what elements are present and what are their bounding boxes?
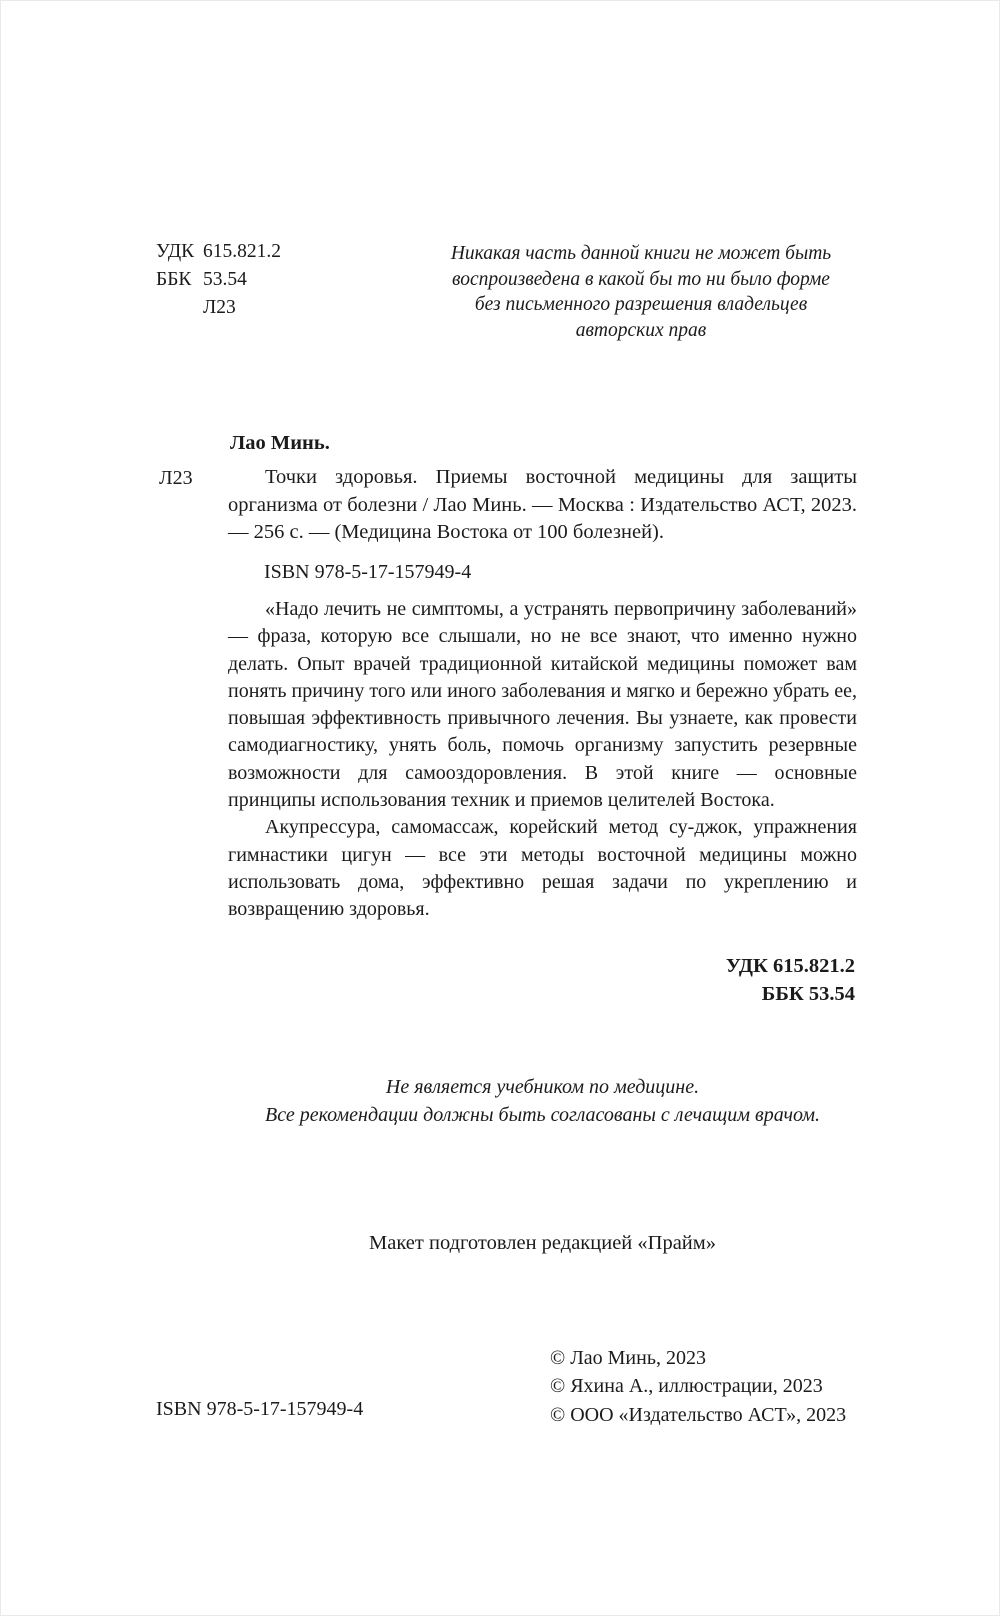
isbn-footer: ISBN 978-5-17-157949-4 (156, 1398, 364, 1420)
bbk-label: ББК (156, 269, 192, 290)
top-classification-codes (156, 238, 281, 322)
disclaimer-line: Все рекомендации должны быть согласованы с лечащим врачом. (265, 1104, 820, 1126)
catalog-card-code: Л23 (159, 467, 193, 489)
udk-row (156, 238, 281, 266)
udk-value: 615.821.2 (203, 241, 281, 262)
rights-notice (406, 241, 876, 343)
rights-notice-line: воспроизведена в какой бы то ни было форме (452, 268, 830, 290)
annotation-paragraph: Акупрессура, самомассаж, корейский метод су-джок, упражнения гимнастики цигун — все эти методы восточной медицины можно использовать дома, эффективно решая задачи по укреплению и возвращению здоровья. (228, 816, 857, 921)
bbk-bottom: ББК 53.54 (761, 983, 855, 1005)
author-name: Лао Минь. (230, 432, 330, 454)
copyright-list (550, 1344, 846, 1429)
rights-notice-line: без письменного разрешения владельцев (474, 294, 808, 315)
rights-notice-line: авторских прав (575, 319, 707, 341)
annotation-paragraph: «Надо лечить не симптомы, а устранять первопричину заболеваний» — фраза, которую все слышали, но не все знают, что именно нужно делать. Опыт врачей традиционной китайской медицины поможет вам понять причину того или иного заболевания и мягко и бережно убрать ее, повышая эффективность привычного лечения. Вы узнаете, как провести самодиагностику, унять боль, помочь организму запустить резервные возможности для самооздоровления. В этой книге — основные принципы использования техник и приемов целителей Востока. (228, 598, 857, 812)
copyright-line: © ООО «Издательство АСТ», 2023 (550, 1403, 847, 1426)
bbk-value: 53.54 (203, 269, 247, 290)
copyright-line: © Лао Минь, 2023 (550, 1347, 706, 1369)
bibliographic-description: Точки здоровья. Приемы восточной медицины для защиты организма от болезни / Лао Минь. — Москва : Издательство АСТ, 2023. — 256 с. — (Медицина Востока от 100 болезней). (228, 466, 857, 544)
imprint-prepared-by: Макет подготовлен редакцией «Прайм» (369, 1232, 716, 1254)
bottom-classification-codes (726, 952, 855, 1008)
annotation-block (228, 596, 857, 924)
bbk-row (156, 266, 281, 294)
author-code-row (156, 294, 281, 322)
udk-bottom: УДК 615.821.2 (725, 955, 855, 977)
disclaimer-line: Не является учебником по медицине. (385, 1076, 700, 1098)
author-code-top: Л23 (203, 297, 236, 318)
udk-label: УДК (156, 241, 195, 262)
copyright-line: © Яхина А., иллюстрации, 2023 (550, 1375, 823, 1398)
isbn-card: ISBN 978-5-17-157949-4 (264, 561, 472, 583)
medical-disclaimer (228, 1073, 857, 1129)
rights-notice-line: Никакая часть данной книги не может быть (450, 243, 832, 264)
